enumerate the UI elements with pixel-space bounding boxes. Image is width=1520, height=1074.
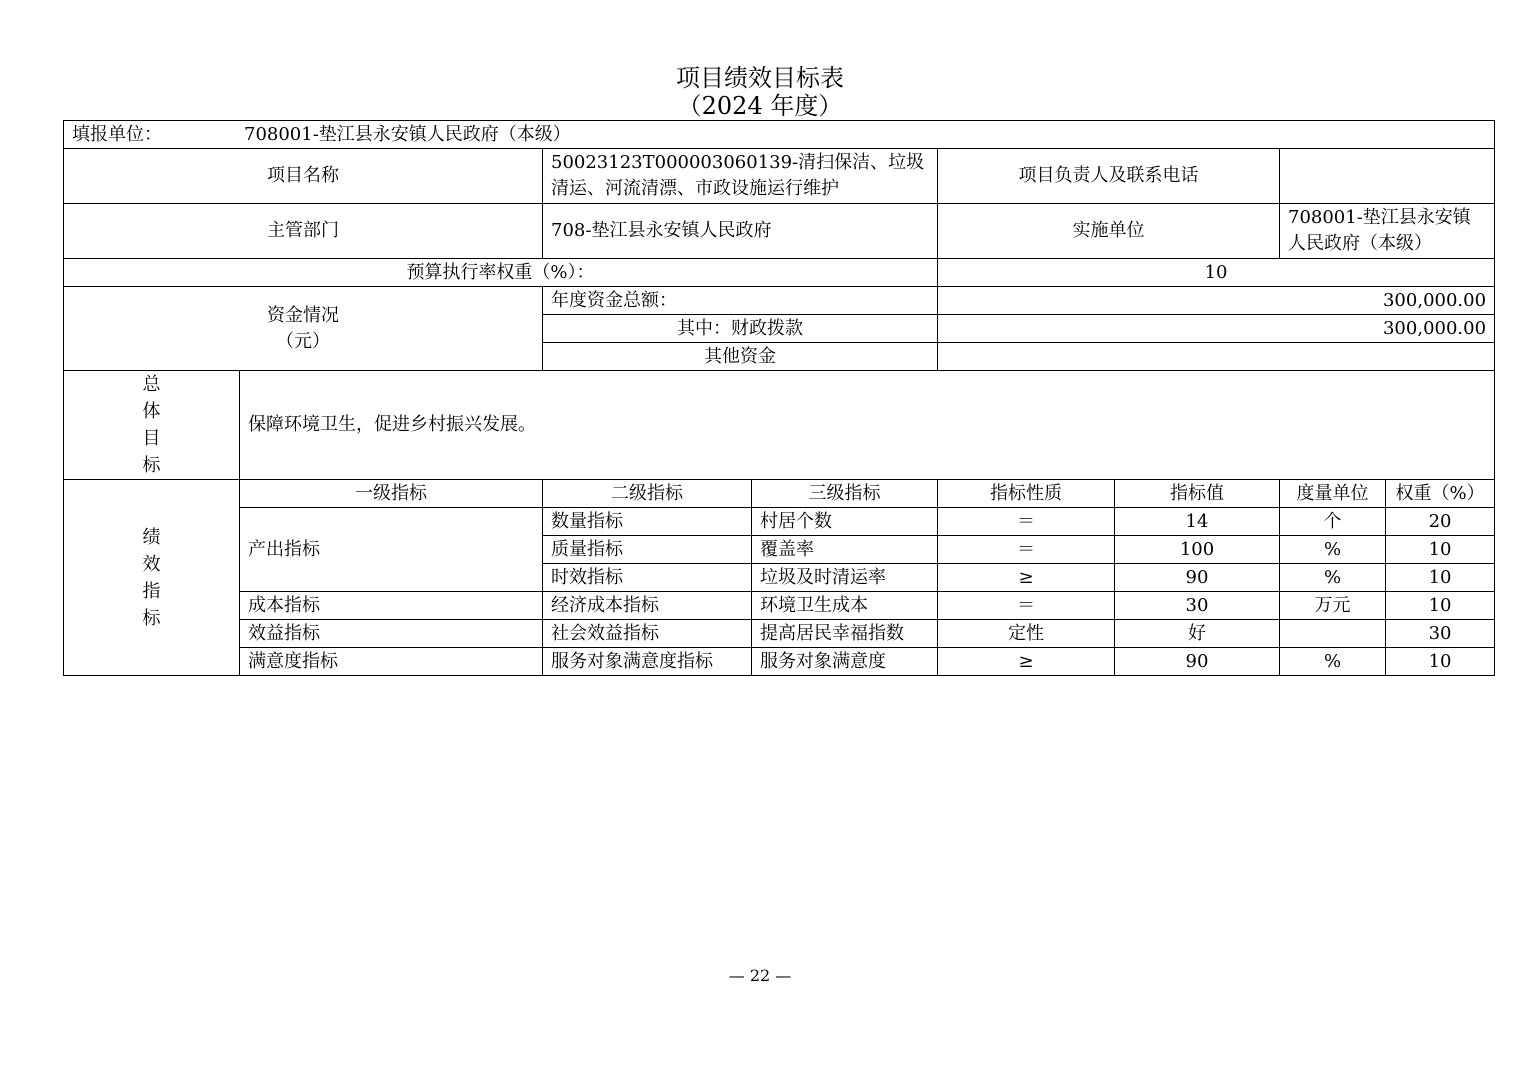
perf-label-char: 标 [142, 607, 161, 629]
project-row [64, 149, 1495, 204]
l1-indicator: 满意度指标 [240, 648, 543, 676]
dept-label: 主管部门 [64, 204, 543, 259]
indicator-header-row [64, 480, 1495, 508]
indicator-value: 90 [1115, 564, 1280, 592]
indicator-weight: 10 [1386, 592, 1495, 620]
unit-value: 708001-垫江县永安镇人民政府（本级） [244, 123, 571, 145]
funds-label-line1: 资金情况 [267, 304, 339, 326]
unit-row [64, 121, 1495, 149]
impl-value: 708001-垫江县永安镇人民政府（本级） [1280, 204, 1495, 259]
l2-indicator: 数量指标 [543, 508, 752, 536]
indicator-unit: 万元 [1280, 592, 1386, 620]
indicator-nature: ＝ [938, 536, 1115, 564]
l1-indicator: 成本指标 [240, 592, 543, 620]
funds-label [64, 287, 543, 371]
perf-label-char: 效 [142, 553, 161, 575]
contact-value [1280, 149, 1495, 204]
table-row [64, 648, 1495, 676]
l2-indicator: 服务对象满意度指标 [543, 648, 752, 676]
l3-indicator: 环境卫生成本 [752, 592, 938, 620]
header-l3: 三级指标 [752, 480, 938, 508]
goal-label-char: 目 [142, 428, 161, 449]
indicator-unit: % [1280, 564, 1386, 592]
funds-label-line2: （元） [276, 330, 330, 352]
project-name-label: 项目名称 [64, 149, 543, 204]
perf-label-char: 指 [142, 580, 161, 602]
header-l1: 一级指标 [240, 480, 543, 508]
indicator-value: 90 [1115, 648, 1280, 676]
page-subtitle: （2024 年度） [677, 92, 843, 120]
performance-table [63, 120, 1495, 676]
budget-rate-label: 预算执行率权重（%）： [64, 259, 938, 287]
indicator-weight: 10 [1386, 648, 1495, 676]
goal-label-char: 标 [142, 455, 161, 476]
header-nature: 指标性质 [938, 480, 1115, 508]
other-funds-value [938, 343, 1495, 371]
indicator-weight: 10 [1386, 536, 1495, 564]
unit-label: 填报单位： [72, 123, 162, 145]
budget-rate-value: 10 [938, 259, 1495, 287]
budget-rate-row [64, 259, 1495, 287]
indicator-value: 好 [1115, 620, 1280, 648]
goal-label [64, 371, 240, 480]
indicator-value: 30 [1115, 592, 1280, 620]
l3-indicator: 提高居民幸福指数 [752, 620, 938, 648]
perf-label-char: 绩 [142, 526, 161, 548]
indicator-value: 14 [1115, 508, 1280, 536]
l3-indicator: 覆盖率 [752, 536, 938, 564]
l2-indicator: 社会效益指标 [543, 620, 752, 648]
header-value: 指标值 [1115, 480, 1280, 508]
indicator-nature: ＝ [938, 592, 1115, 620]
project-name-value: 50023123T000003060139-清扫保洁、垃圾清运、河流清漂、市政设施运行维护 [543, 149, 938, 204]
page-number: — 22 — [728, 966, 792, 985]
indicator-unit: 个 [1280, 508, 1386, 536]
table-row [64, 508, 1495, 536]
l3-indicator: 服务对象满意度 [752, 648, 938, 676]
goal-text: 保障环境卫生，促进乡村振兴发展。 [240, 371, 1495, 480]
header-unit: 度量单位 [1280, 480, 1386, 508]
goal-label-char: 体 [142, 401, 161, 422]
contact-label: 项目负责人及联系电话 [938, 149, 1280, 204]
impl-label: 实施单位 [938, 204, 1280, 259]
perf-label [64, 480, 240, 676]
l1-indicator: 产出指标 [240, 508, 543, 592]
indicator-nature: ＝ [938, 508, 1115, 536]
header-weight: 权重（%） [1386, 480, 1495, 508]
indicator-weight: 10 [1386, 564, 1495, 592]
indicator-nature: ≥ [938, 648, 1115, 676]
indicator-nature: ≥ [938, 564, 1115, 592]
page-title: 项目绩效目标表 [676, 64, 844, 92]
table-row [64, 620, 1495, 648]
l2-indicator: 时效指标 [543, 564, 752, 592]
indicator-weight: 20 [1386, 508, 1495, 536]
other-funds-label: 其他资金 [543, 343, 938, 371]
indicator-unit [1280, 620, 1386, 648]
annual-total-label: 年度资金总额： [543, 287, 938, 315]
l2-indicator: 质量指标 [543, 536, 752, 564]
l3-indicator: 垃圾及时清运率 [752, 564, 938, 592]
l3-indicator: 村居个数 [752, 508, 938, 536]
indicator-unit: % [1280, 536, 1386, 564]
funds-row-total [64, 287, 1495, 315]
unit-cell [64, 121, 1495, 149]
header-l2: 二级指标 [543, 480, 752, 508]
fiscal-value: 300,000.00 [938, 315, 1495, 343]
indicator-nature: 定性 [938, 620, 1115, 648]
annual-total-value: 300,000.00 [938, 287, 1495, 315]
indicator-unit: % [1280, 648, 1386, 676]
dept-value: 708-垫江县永安镇人民政府 [543, 204, 938, 259]
l2-indicator: 经济成本指标 [543, 592, 752, 620]
table-row [64, 592, 1495, 620]
goal-label-char: 总 [142, 374, 161, 395]
goal-row [64, 371, 1495, 480]
indicator-value: 100 [1115, 536, 1280, 564]
l1-indicator: 效益指标 [240, 620, 543, 648]
fiscal-label: 其中：财政拨款 [543, 315, 938, 343]
indicator-weight: 30 [1386, 620, 1495, 648]
dept-row [64, 204, 1495, 259]
